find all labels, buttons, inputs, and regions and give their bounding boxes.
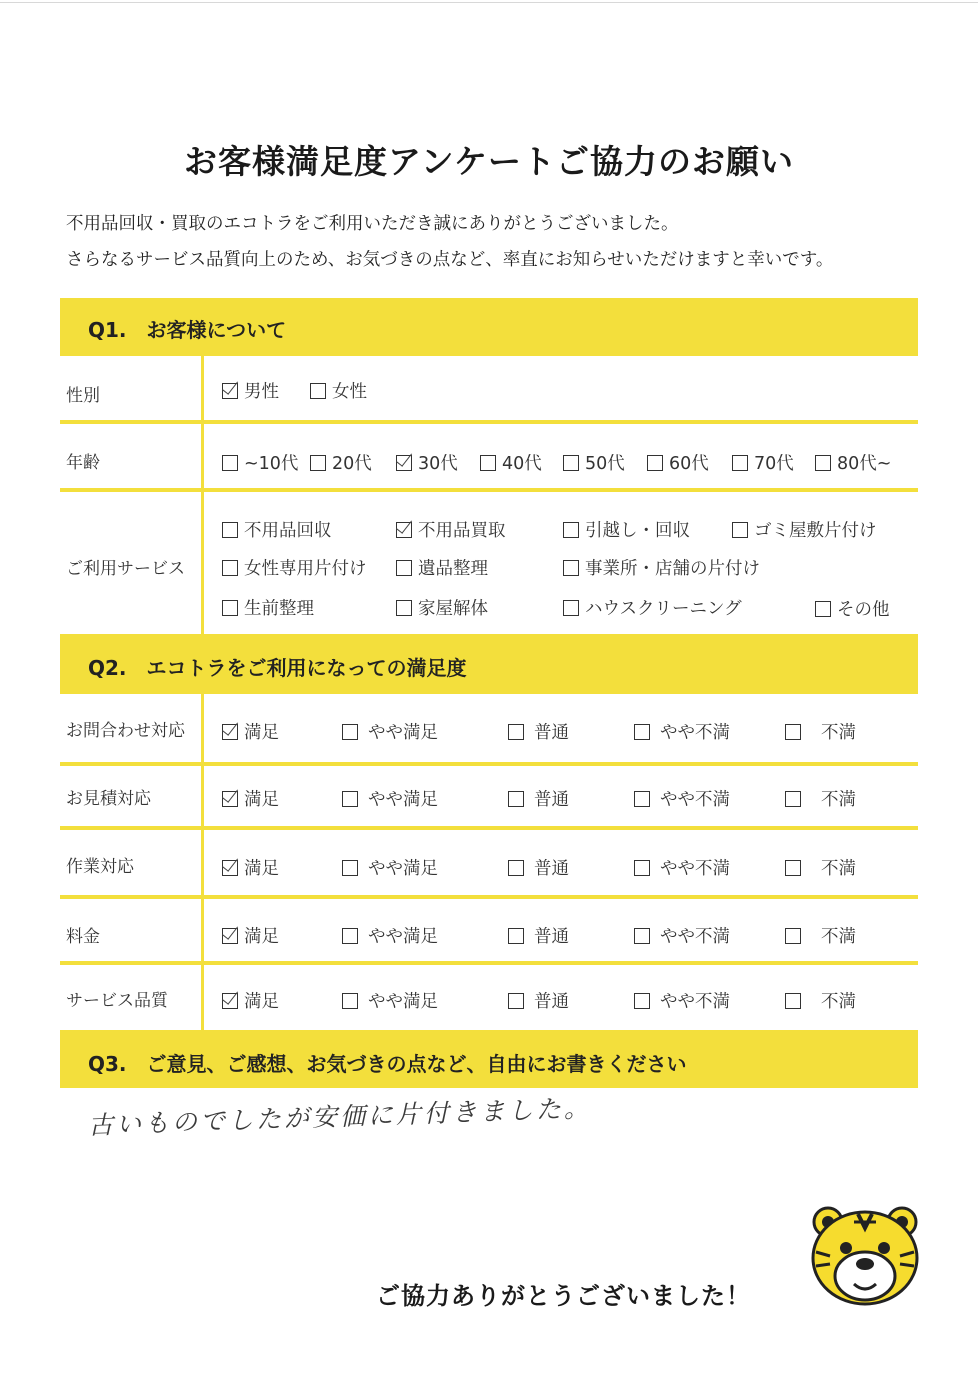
checkbox[interactable] — [508, 993, 524, 1009]
q2-rating-option[interactable]: やや満足 — [342, 988, 438, 1013]
checkbox-checked[interactable] — [222, 993, 238, 1009]
q2-rating-option[interactable]: 不満 — [785, 719, 856, 744]
free-comment-answer: 古いものでしたが安価に片付きました。 — [87, 1093, 593, 1140]
tiger-nose — [856, 1258, 874, 1270]
checkbox[interactable] — [634, 860, 650, 876]
checkbox[interactable] — [342, 993, 358, 1009]
checkbox[interactable] — [563, 600, 579, 616]
checkbox[interactable] — [480, 455, 496, 471]
service-option-purchase[interactable]: 不用品買取 — [396, 517, 506, 542]
q2-rating-option[interactable]: 不満 — [785, 988, 856, 1013]
q2-rating-option[interactable]: やや不満 — [634, 855, 730, 880]
q2-row-label: 作業対応 — [66, 857, 134, 877]
q2-row-label: 料金 — [66, 927, 100, 947]
q2-rating-option[interactable]: 不満 — [785, 786, 856, 811]
row-divider — [60, 961, 918, 965]
checkbox[interactable] — [785, 928, 801, 944]
q3-heading-band — [60, 1030, 918, 1088]
age-option-10[interactable]: ~10代 — [222, 450, 298, 475]
tiger-mascot-icon — [808, 1200, 922, 1308]
q2-rating-option[interactable]: 普通 — [508, 855, 569, 880]
age-option-70[interactable]: 70代 — [732, 450, 794, 475]
q2-rating-option[interactable]: やや不満 — [634, 719, 730, 744]
q2-rating-option[interactable]: やや満足 — [342, 786, 438, 811]
checkbox[interactable] — [508, 860, 524, 876]
tiger-right-eye — [878, 1242, 890, 1254]
checkbox-checked[interactable] — [222, 383, 238, 399]
q2-row-inquiry — [0, 694, 978, 764]
checkbox-checked[interactable] — [222, 860, 238, 876]
checkbox[interactable] — [785, 860, 801, 876]
age-option-60[interactable]: 60代 — [647, 450, 709, 475]
service-option-other[interactable]: その他 — [815, 596, 890, 621]
q2-row-work — [0, 830, 978, 898]
checkbox[interactable] — [647, 455, 663, 471]
thank-you-message: ご協力ありがとうございました！ — [376, 1282, 751, 1310]
intro-line-2: さらなるサービス品質向上のため、お気づきの点など、率直にお知らせいただけますと幸いです。 — [66, 250, 834, 270]
checkbox[interactable] — [563, 522, 579, 538]
checkbox[interactable] — [508, 791, 524, 807]
checkbox[interactable] — [342, 724, 358, 740]
checkbox[interactable] — [634, 724, 650, 740]
row-divider — [60, 420, 918, 424]
q2-heading: Q2. エコトラをご利用になっての満足度 — [88, 656, 467, 680]
service-option-office[interactable]: 事業所・店舗の片付け — [563, 555, 760, 580]
q2-rating-option[interactable]: 満足 — [222, 786, 279, 811]
q2-rating-option[interactable]: 普通 — [508, 786, 569, 811]
checkbox[interactable] — [815, 455, 831, 471]
checkbox[interactable] — [342, 928, 358, 944]
q2-row-price — [0, 898, 978, 964]
service-option-estate[interactable]: 遺品整理 — [396, 555, 488, 580]
q2-rating-option[interactable]: やや不満 — [634, 923, 730, 948]
q1-heading: Q1. お客様について — [88, 318, 287, 342]
q2-row-label: お見積対応 — [66, 789, 151, 809]
q2-rating-option[interactable]: 不満 — [785, 855, 856, 880]
q2-rating-option[interactable]: やや不満 — [634, 786, 730, 811]
age-option-20[interactable]: 20代 — [310, 450, 372, 475]
q2-rating-option[interactable]: 満足 — [222, 719, 279, 744]
q2-row-label: お問合わせ対応 — [66, 721, 185, 741]
intro-line-1: 不用品回収・買取のエコトラをご利用いただき誠にありがとうございました。 — [66, 214, 679, 234]
gender-label: 性別 — [66, 386, 100, 406]
checkbox-checked[interactable] — [396, 455, 412, 471]
checkbox[interactable] — [634, 928, 650, 944]
q2-heading-band — [60, 634, 918, 694]
age-option-80[interactable]: 80代~ — [815, 450, 891, 475]
gender-option-male[interactable]: 男性 — [222, 378, 279, 403]
row-divider — [60, 762, 918, 766]
row-divider — [60, 826, 918, 830]
checkbox[interactable] — [222, 455, 238, 471]
service-option-demolition[interactable]: 家屋解体 — [396, 595, 488, 620]
checkbox[interactable] — [815, 601, 831, 617]
checkbox-checked[interactable] — [396, 522, 412, 538]
row-divider — [60, 488, 918, 492]
page-title: お客様満足度アンケートご協力のお願い — [183, 142, 795, 181]
row-divider — [60, 895, 918, 899]
service-option-pre-death[interactable]: 生前整理 — [222, 595, 314, 620]
checkbox[interactable] — [563, 560, 579, 576]
checkbox[interactable] — [342, 791, 358, 807]
age-label: 年齢 — [66, 453, 100, 473]
service-option-cleaning[interactable]: ハウスクリーニング — [563, 595, 742, 620]
service-option-women-only[interactable]: 女性専用片付け — [222, 555, 367, 580]
q2-row-service-quality — [0, 964, 978, 1030]
q2-rating-option[interactable]: 普通 — [508, 719, 569, 744]
checkbox[interactable] — [785, 993, 801, 1009]
checkbox[interactable] — [634, 993, 650, 1009]
age-option-40[interactable]: 40代 — [480, 450, 542, 475]
q2-rating-option[interactable]: やや満足 — [342, 923, 438, 948]
checkbox[interactable] — [508, 724, 524, 740]
q2-rating-option[interactable]: 満足 — [222, 855, 279, 880]
q2-row-estimate — [0, 764, 978, 830]
age-option-50[interactable]: 50代 — [563, 450, 625, 475]
q2-rating-option[interactable]: 普通 — [508, 923, 569, 948]
tiger-left-eye — [840, 1242, 852, 1254]
service-option-hoarder-house[interactable]: ゴミ屋敷片付け — [732, 517, 877, 542]
checkbox[interactable] — [310, 455, 326, 471]
q2-row-label: サービス品質 — [66, 991, 168, 1011]
service-label: ご利用サービス — [66, 559, 185, 579]
checkbox[interactable] — [222, 522, 238, 538]
q3-heading: Q3. ご意見、ご感想、お気づきの点など、自由にお書きください — [88, 1052, 687, 1076]
q2-rating-option[interactable]: 不満 — [785, 923, 856, 948]
q2-rating-option[interactable]: やや満足 — [342, 719, 438, 744]
checkbox-checked[interactable] — [222, 724, 238, 740]
checkbox[interactable] — [342, 860, 358, 876]
service-option-collection[interactable]: 不用品回収 — [222, 517, 332, 542]
service-option-moving[interactable]: 引越し・回収 — [563, 517, 690, 542]
q2-rating-option[interactable]: やや不満 — [634, 988, 730, 1013]
checkbox[interactable] — [310, 383, 326, 399]
q2-rating-option[interactable]: 満足 — [222, 988, 279, 1013]
gender-option-female[interactable]: 女性 — [310, 378, 367, 403]
checkbox[interactable] — [785, 791, 801, 807]
q1-column-divider — [201, 356, 204, 634]
checkbox-checked[interactable] — [222, 791, 238, 807]
checkbox[interactable] — [563, 455, 579, 471]
q2-rating-option[interactable]: 満足 — [222, 923, 279, 948]
checkbox[interactable] — [732, 522, 748, 538]
checkbox[interactable] — [396, 600, 412, 616]
checkbox[interactable] — [732, 455, 748, 471]
checkbox[interactable] — [785, 724, 801, 740]
q2-rating-option[interactable]: やや満足 — [342, 855, 438, 880]
checkbox-checked[interactable] — [222, 928, 238, 944]
q2-rating-option[interactable]: 普通 — [508, 988, 569, 1013]
checkbox[interactable] — [222, 560, 238, 576]
age-option-30[interactable]: 30代 — [396, 450, 458, 475]
checkbox[interactable] — [508, 928, 524, 944]
page-edge-line — [0, 2, 978, 3]
checkbox[interactable] — [222, 600, 238, 616]
checkbox[interactable] — [634, 791, 650, 807]
checkbox[interactable] — [396, 560, 412, 576]
q1-heading-band — [60, 298, 918, 356]
